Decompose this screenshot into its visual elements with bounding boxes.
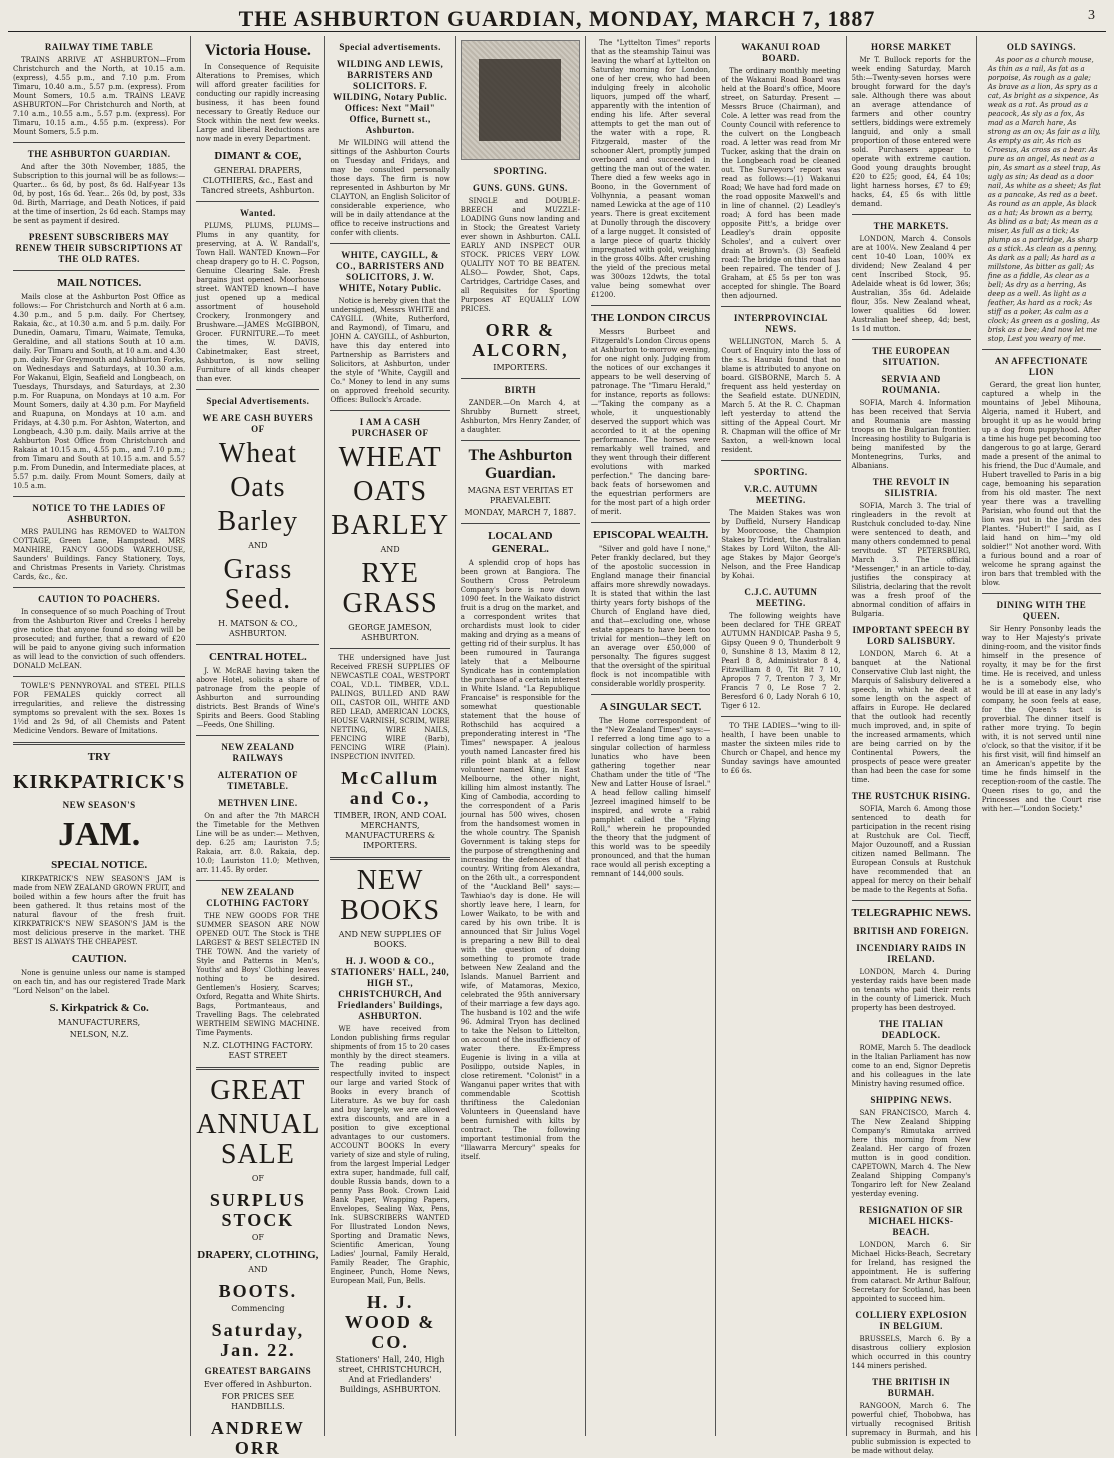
salisbury-text: LONDON, March 6. At a banquet at the National Conservative Club last night, the Marquis of Salisbury delivered a speech, in which he dealt at some length on the aspect of affairs in Europe. He declared that the outlook had recently much improved, and, in spite of the increased armaments, which are being carried on by the Continental Powers, the prospects of peace were greater than had been the case for some time. <box>851 650 971 784</box>
andrew-orr-heading: ANDREW ORR <box>210 1418 305 1458</box>
special-ads-heading: Special Advertisements. <box>206 396 310 406</box>
railway-heading: RAILWAY TIME TABLE <box>44 42 154 52</box>
subscribers-heading: PRESENT SUBSCRIBERS MAY RENEW THEIR SUBSCRIPTIONS AT THE OLD RATES. <box>15 232 183 264</box>
european-heading: THE EUROPEAN SITUATION. <box>872 346 951 367</box>
new-books-heading: NEW BOOKS <box>340 865 441 926</box>
guardian-heading: THE ASHBURTON GUARDIAN. <box>27 149 171 159</box>
local-general-heading: LOCAL AND GENERAL. <box>488 530 553 555</box>
mail-heading: MAIL NOTICES. <box>56 277 142 289</box>
italian-text: ROME, March 5. The deadlock in the Italian Parliament has now come to an end, Signor Depretis and his colleagues in the late Ministry having resumed office. <box>851 1044 971 1088</box>
cjc-text: The following weights have been declared for THE GREAT AUTUMN HANDICAP. Pasha 9 5, Gipsy Queen 9 0, Thunderbolt 9 0, Sunshine 8 13, Maxim 8 12, Pearl 8 8, Administrator 8 4, Fitzwilliam 8 0, Tit Bit 7 10, Apropos 7 7, Trenton 7 3, Mr Francis 7 0, Le Rose 7 2. Beresford 6 0, Lady Norah 6 10, Tiger 6 12. <box>721 612 841 710</box>
victoria-house-heading: Victoria House. <box>204 42 311 59</box>
cash-buyers-text: WE ARE CASH BUYERS OF <box>202 413 314 434</box>
colliery-text: BRUSSELS, March 6. By a disastrous colliery explosion which occurred in this country 144 miners perished. <box>851 1335 971 1370</box>
birth-heading: BIRTH <box>504 385 536 395</box>
of-text-2: OF <box>251 1233 264 1242</box>
special-notice-heading: SPECIAL NOTICE. <box>51 859 148 871</box>
markets-text: LONDON, March 4. Consols are at 100¼. New Zealand 4 per cent 10-40 Loan, 100¾ ex dividend; New Zealand 4 per cent Inscribed Stock, 95. Adelaide wheat is 6d lower, 36s; Australian, 35s 6d. Adelaide flour, 35s. New Zealand wheat, lower qualities 6d lower. Australian beef sheep, 4d; best, 1s 1d mutton. <box>851 235 971 333</box>
drapery-heading: DRAPERY, CLOTHING, <box>197 1249 319 1261</box>
wheat-heading: WHEAT <box>338 442 442 473</box>
column-4 <box>456 36 586 1436</box>
nz-railways-heading: NEW ZEALAND RAILWAYS <box>221 742 295 763</box>
special-ads-heading-3: Special advertisements. <box>339 42 441 52</box>
resignation-heading: RESIGNATION OF SIR MICHAEL HICKS-BEACH. <box>859 1205 964 1237</box>
poachers-text: In consequence of so much Poaching of Trout from the Ashburton River and Creeks I hereby give notice that anyone found so doing will be prosecuted; and further, that a reward of £20 will be paid to anyone giving such information as will lead to the conviction of such offenders. DONALD McLEAN. <box>13 608 186 670</box>
of-text: OF <box>251 1174 264 1183</box>
bargains-heading: GREATEST BARGAINS <box>204 1366 312 1376</box>
methven-text: On and after the 7th MARCH the Timetable for the Methven Line will be as under:— Methven, dep. 6.25 am; Lauriston 7.5; Rakaia, arr. 8.0. Rakaia, dep. 10.0; Lauriston 11.0; Methven, arr. 11.45. By order. <box>196 812 320 874</box>
incendiary-text: LONDON, March 4. During yesterday raids have been made on tenants who paid their rents in the county of Limerick. Much property has been destroyed. <box>851 968 971 1012</box>
masthead <box>0 6 1114 32</box>
wood-heading: H. J. WOOD & CO. <box>344 1292 436 1352</box>
oats-text: Oats <box>230 472 286 503</box>
wheat-text: Wheat <box>218 438 297 469</box>
offered-text: Ever offered in Ashburton. <box>203 1380 312 1389</box>
mail-text: Mails close at the Ashburton Post Office as follows:— For Christchurch and North at 6 a.m. 4.30 p.m., and 5 p.m. daily. For Chertsey, Rakaia, &c., at 10.30 a.m. and 5 p.m. daily. For Dunedin, Oamaru, Timaru, Waimate, Temuka, Geraldine, and all stations South at 10 a.m. daily. For Timaru and South, at 10 a.m. and 4.30 p.m. daily. For Greymouth and Ashburton Forks, on Wednesdays and Saturdays, at 10.30 a.m. For Wakanui, Elgin, Seafield and Longbeach, on Tuesdays, Thursdays, and Saturdays, at 2.30 p.m. For Ruapuna, on Mondays at 10 a.m. For Mount Somers, daily at 4.30 p.m. For Mayfield and Ruapuna, on Mondays at 10 a.m. and Fridays, at 4.30 p.m. For Ashton, Waterton, and Longbeach, 4.30 p.m. daily. Mails arrive at the Ashburton Post Office from Christchurch and Rakaia at 10.15 a.m., 4.55 p.m., and 7.10 p.m.; from Timaru and South at 10.15 a.m. and 5.57 p.m. From Dunedin, and Intermediate places, at 5.57 p.m. daily. From Mount Somers, daily at 10.5 a.m. <box>13 293 186 490</box>
wanted-text: PLUMS, PLUMS, PLUMS—Plums in any quantity, for preserving, at A. W. Randall's, Town Hall. WANTED Known—For cheap drapery go to H. C. Pogson, Genuine Clearing Sale. Fresh bargains just opened. Moorhouse street. WANTED known—I have just opened up a medical assortment of household Crockery, Ironmongery and Brushware.—JAMES McGIBBON, Grocer. FURNITURE.—To meet the times, W. DAVIS, Cabinetmaker, East street, Ashburton, is now selling Furniture of all kinds cheaper than ever. <box>196 222 320 383</box>
wakanui-heading: WAKANUI ROAD BOARD. <box>741 42 821 63</box>
rye-grass-heading: RYE GRASS <box>342 558 438 619</box>
wilding-note: Mr WILDING will attend the sittings of the Ashburton Courts on Tuesday and Fridays, and may be consulted personally those days. The firm is now represented in Ashburton by Mr CLAYTON, an English Solicitor of considerable experience, who will be in daily attendance at the office to receive instructions and confer with clients. <box>330 139 450 237</box>
lyttelton-text: The "Lyttelton Times" reports that as the steamship Tainui was leaving the wharf at Lyttelton on Saturday morning for London, one of her crew, who had been indulging freely in alcoholic liquors, jumped off the wharf, apparently with the intention of ending his life. After several attempts to get the man out of the water with a rope, R. Fitzgerald, master of the schooner Alert, promptly jumped overboard and succeeded in getting the man out of the water. There died a few weeks ago in Boono, in the Government of Volhynnia, a peasant woman named Lewicka at the age of 110 years. There is great excitement at Dunolly through the discovery of a large nugget. It consisted of a large piece of quartz thickly impregnated with gold, weighing in the gross 40lbs. After crushing the yield of the precious metal was 300ozs 12dwts, the total value being somewhat over £1200. <box>590 39 711 299</box>
caution-text: None is genuine unless our name is stamped on each tin, and has our registered Trade Mark "Lord Nelson" on the label. <box>13 969 186 995</box>
kirkpatrick-firm: S. Kirkpatrick & Co. <box>49 1002 149 1014</box>
queen-text: Sir Henry Ponsonby leads the way to Her Majesty's private dining-room, and the visitor finds himself in the presence of royalty, it may be for the first time. He is received, and unless he is a somebody else, who would be ill at ease in any lady's company, he soon feels at ease, for the Queen's tact is proverbial. The dinner itself is rather more trying. To begin with, it is not served until nine o'clock, so that the visitor, if it be his first visit, will find himself an an American's appetite by the time he finds himself in the reception-room of the castle. The Queen rises to go, and the Princesses and the Court rise with her.—"London Society." <box>981 625 1102 813</box>
railway-text: TRAINS ARRIVE AT ASHBURTON—From Christchurch and the North, at 10.15 a.m. (express), 4.55 p.m., and 7.10 p.m. From Timaru, 10.40 a.m., 5.57 p.m. (express). From Mount Somers, 10.5 a.m. TRAINS LEAVE ASHBURTON—For Christchurch and North, at 7.10 a.m., 10.55 a.m., 5.57 p.m. (express). For Timaru, 10.15 a.m., 4.55 p.m. (express). For Mount Somers, 5.5 p.m. <box>13 56 186 136</box>
jameson-text: GEORGE JAMESON, ASHBURTON. <box>348 623 432 642</box>
colliery-heading: COLLIERY EXPLOSION IN BELGIUM. <box>855 1310 967 1331</box>
try-text: TRY <box>87 751 111 763</box>
surplus-stock-heading: SURPLUS STOCK <box>209 1190 306 1230</box>
shipping-text: SAN FRANCISCO, March 4. The New Zealand Shipping Company's Rimutaka arrived here this morning from New Zealand. Her cargo of frozen mutton is in good condition. CAPETOWN, March 4. The New Zealand Shipping Company's Tongariro left for New Zealand yesterday evening. <box>851 1109 971 1198</box>
london-circus-heading: THE LONDON CIRCUS <box>591 312 711 324</box>
importers-text: IMPORTERS. <box>493 363 548 372</box>
cash-purchaser-text: I AM A CASH PURCHASER OF <box>351 417 429 438</box>
motto-text: MAGNA EST VERITAS ET PRAEVALEBIT. <box>467 486 574 505</box>
matson-text: H. MATSON & CO., ASHBURTON. <box>218 619 298 638</box>
nz-clothing-text: THE NEW GOODS FOR THE SUMMER SEASON ARE NOW OPENED OUT. The Stock is THE LARGEST & BEST SELECTED IN THE TOWN. And the variety of Style and Patterns in Men's, Youths' and Boys' Clothing leaves nothing to be desired. Gentlemen's Hosiery, Scarves; Oxford, Regatta and White Shirts. Bags, Portmanteaus, and Travelling Bags. The celebrated WERTHEIM SEWING MACHINE. Time Payments. <box>196 912 320 1037</box>
central-hotel-text: J. W. McRAE having taken the above Hotel, solicits a share of patronage from the people of Ashburton and surrounding districts. Best Brands of Wine's Spirits and Beers. Good Stabling—Feeds, One Shilling. <box>196 667 320 729</box>
telegraphic-heading: TELEGRAPHIC NEWS. <box>851 907 971 919</box>
victoria-house-text: In Consequence of Requisite Alterations to Premises, which will afford greater facilities for conducting our rapidly increasing business, it has been found necessary to Greatly Reduce our Stock within the next few weeks. Large and liberal Reductions are now made in every Department. <box>196 63 320 143</box>
salisbury-heading: IMPORTANT SPEECH BY LORD SALISBURY. <box>852 625 970 646</box>
interprovincial-heading: INTERPROVINCIAL NEWS. <box>733 313 828 334</box>
manufacturers-text: MANUFACTURERS, <box>58 1018 141 1027</box>
and-text: AND <box>248 541 268 550</box>
queen-heading: DINING WITH THE QUEEN. <box>996 600 1087 621</box>
local-general-text: A splendid crop of hops has been grown at Bangiora. The Southern Cross Petroleum Company's bore is now down 1090 feet. In the Waikato district fruit is a drug on the market, and a correspondent writes that orchardists must look to cider making and drying as a means of getting rid of their surplus. It has been rumoured in Tauranga lately that a Melbourne Syndicate has in contemplation the purchase of a certain interest in White Island. "La Republique Francaise" is responsible for the somewhat questionable statement that the house of Rothschild has acquired a preponderating interest in "The Times" newspaper. A jealous youth named Lancaster fired his rifle point blank at a fellow volunteer named King, in East Melbourne, the other night, killing him almost instantly. The King of Cambodia, according to the correspondent of a Paris journal has 500 wives, chosen from the handsomest women in the whole country. The Spanish Government is taking steps for the purpose of strengthening and increasing the defences of that country. Writing from Alexandra, on the 26th ult., a correspondent of the "Auckland Bell" says:—Tawhiao's day is done. He will shortly leave here, I learn, for Lower Waikato, to be with and cared by his own tribe. It is announced that Sir Julius Vogel is preparing a new Bill to deal with the question of doing something to promote trade between New Zealand and the Islands. Manuel Barrient and wife, of Matamoras, Mexico, celebrated the 95th anniversary of their marriage a few days ago. The husband is 102 and the wife 96. Admiral Tryon has declined to take the Nelson to Littelton, on account of the insufficiency of water there. Ex-Empress Eugenie is living in a villa at Posilippo, outside Naples, in close retirement. "Colonist" in a Wanganui paper writes that with commendable Scottish thriftiness the Caledonian Volunteers in Queensland have been furnished with kilts by contract. The following important testimonial from the "Illawarra Mercury" speaks for itself. <box>460 559 580 1161</box>
burmah-heading: THE BRITISH IN BURMAH. <box>872 1377 951 1398</box>
resignation-text: LONDON, March 6. Sir Michael Hicks-Beach, Secretary for Ireland, has resigned the appointment. He is suffering from cataract. Mr Arthur Balfour, Secretary for Scotland, has been appointed to succeed him. <box>851 1241 971 1303</box>
page-number: 3 <box>1088 8 1096 23</box>
caution-heading: CAUTION. <box>71 953 127 965</box>
and-text-3: AND <box>380 545 400 554</box>
lion-text: Gerard, the great lion hunter, captured a whelp in the mountains of Jebel Mihouna, Algeria, named it Hubert, and brought it up as he would bring up a dog from puppyhood. After a time his huge pet becoming too dangerous to go at large, Gerard made a present of the animal to his friend, the Duc d'Aumale, and Hubert travelled to Paris in a big cage, bemoaning his separation from his old master. The next year there was a travelling Parisian, who found out that the lion was put in the Jardin des Plantes. "Hubert!" I said, as I laid hand on him—"my old soldier!" Not another word. With a furious bound and a roar of welcome he sprang against the iron bars that trembled with the blow. <box>981 381 1102 587</box>
guns-heading: GUNS. GUNS. GUNS. <box>472 183 568 193</box>
prices-text: FOR PRICES SEE HANDBILLS. <box>221 1392 295 1411</box>
and-text-2: AND <box>248 1265 268 1274</box>
guardian-text: And after the 30th November, 1885, the Subscription to this journal will be as follows:— Quarter... 6s 6d, by post, 8s 6d. Half-year 13s 0d, by post, 16s 6d. Year... 26s 0d, by post, 33s 0d. Birth, Marriage, and Death Notices, if paid at the time of insertion, 2s 6d each. Stamps may be sent as payment if desired. <box>13 163 186 225</box>
new-books-sub: AND NEW SUPPLIES OF BOOKS. <box>338 930 442 949</box>
paper-nameplate: The Ashburton Guardian. <box>468 447 573 482</box>
fresh-supplies-text: THE undersigned have Just Received FRESH SUPPLIES OF NEWCASTLE COAL, WESTPORT COAL, V.D.L. TIMBER, V.D.L. PALINGS, BULLED AND RAW OIL, CASTOR OIL, WHITE AND RED LEAD, AMERICAN LOCKS, HOUSE VARNISH, SCRIM, WIRE NETTING, WIRE NAILS, FENCING WIRE (Barb), FENCING WIRE (Plain). INSPECTION INVITED. <box>330 654 450 761</box>
servia-text: SOFIA, March 4. Information has been received that Servia and Roumania are massing troops on the Bulgarian frontier. Increasing hostility to Bulgaria is being manifested by the Montenegrins, Turks, and Albanians. <box>851 399 971 470</box>
wilding-lewis-heading: WILDING AND LEWIS, BARRISTERS AND SOLICITORS. F. WILDING, Notary Public. Offices: Next "Mail" Office, Burnett st., Ashburton. <box>333 59 448 135</box>
grass-seed-text: Grass Seed. <box>223 554 293 615</box>
poachers-heading: CAUTION TO POACHERS. <box>38 594 161 604</box>
column-6 <box>716 36 846 1436</box>
mccallum-sub: TIMBER, IRON, AND COAL MERCHANTS, MANUFACTURERS & IMPORTERS. <box>333 811 447 850</box>
vrc-heading: V.R.C. AUTUMN MEETING. <box>743 484 818 505</box>
column-8 <box>977 36 1106 1436</box>
rustchuk-heading: THE RUSTCHUK RISING. <box>851 791 971 801</box>
italian-heading: THE ITALIAN DEADLOCK. <box>878 1019 944 1040</box>
sporting-heading: SPORTING. <box>493 166 548 176</box>
central-hotel-heading: CENTRAL HOTEL. <box>208 651 307 663</box>
sporting-engraving <box>461 40 580 160</box>
british-foreign-heading: BRITISH AND FOREIGN. <box>853 926 969 936</box>
vrc-text: The Maiden Stakes was won by Duffield, Nursery Handicap by Moorcoose, the Champion Stakes by Trident, the Australian Stakes by Lord Wilton, the All-age Stakes by Major George's Nelson, and the Free Handicap by Kohai. <box>721 509 841 580</box>
dimant-coe-sub: GENERAL DRAPERS, CLOTHIERS, &c., East and Tancred streets, Ashburton. <box>201 166 315 195</box>
great-heading: GREAT <box>210 1075 306 1106</box>
london-circus-text: Messrs Burbeet and Fitzgerald's London Circus opens at Ashburton to-morrow evening, for one night only. Judging from the notices of our exchanges it appears to be well deserving of patronage. The "Timaru Herald," for instance, reports as follows:—"Taking the company as a whole, it unquestionably deserved the support which was accorded to it at the opening performance. The horses were remarkably well trained, and they went through their different evolutions with marked perfection." The dancing bare-back feats of horsewomen and the equestrian performers are for the most part of a high order of merit. <box>590 328 711 516</box>
kirkpatrick-heading: KIRKPATRICK'S <box>13 771 186 793</box>
column-1 <box>8 36 191 1436</box>
column-2 <box>191 36 325 1458</box>
wanted-heading: Wanted. <box>239 208 276 218</box>
cjc-heading: C.J.C. AUTUMN MEETING. <box>744 587 818 608</box>
burmah-text: RANGOON, March 6. The powerful chief, Thobobwa, has virtually recognised British supremacy in Burmah, and his public submission is expected to be made without delay. <box>851 1402 971 1455</box>
episcopal-heading: EPISCOPAL WEALTH. <box>592 529 709 541</box>
servia-heading: SERVIA AND ROUMANIA. <box>881 374 941 395</box>
wood-text: WE have received from London publishing firms regular shipments of from 15 to 20 cases monthly by the direct steamers. The reading public are respectfully invited to inspect our large and varied Stock of Books in every branch of Literature. As we buy for cash and buy largely, we are allowed extra discounts, and are in a position to give exceptional advantages to our customers. ACCOUNT BOOKS In every variety of size and style of ruling, from the largest Imperial Ledger extra super, handmade, full calf, double Russia bands, down to a penny Pass Book. Crown Laid Bank Paper, Wrapping Papers, Envelopes, Sealing Wax, Pens, Ink. SUBSCRIBERS WANTED For Illustrated London News, Sporting and Dramatic News, Scientific American, Young Ladies' Journal, Family Herald, Family Reader, The Graphic, Engineer, Punch, Home News, European Mail, Fun, Bells. <box>330 1025 450 1285</box>
singular-sect-heading: A SINGULAR SECT. <box>599 701 702 713</box>
horse-market-text: Mr T. Bullock reports for the week ending Saturday, March 5th:—Twenty-seven horses were brought forward for the day's sale. Although there was about an average attendance of farmers and other country settlers, biddings were extremely languid, and only a small proportion of those entered were sold. Purchasers appear to operate with extreme caution. Good young draughts brought £20 to £25; good, £4, £4 10s; light harness horses, £7 to £9; hacks, £4, £5 6s with little demand. <box>851 56 971 208</box>
top-rule <box>8 31 1106 32</box>
episcopal-text: "Silver and gold have I none," Peter frankly declared, but they of the apostolic succession in England manage their financial affairs more shrewdly nowadays. It is stated that within the last thirty years forty bishops of the Church of England have died, and that—excluding one, whose estate appears to have been too trivial for mention—they left on an average over £50,000 of personalty. The figures suggest that the oversight of the spiritual flock is not incompatible with considerable worldly prosperity. <box>590 545 711 688</box>
rustchuk-text: SOFIA, March 6. Among those sentenced to death for participation in the recent rising at Rustchuk are Col. Tiecff, Major Ouzounoff, and a Russian citizen named Bellmann. The European Consuls at Rustchuk have recommended that an appeal for mercy on their behalf be made to the Regents at Sofia. <box>851 805 971 894</box>
issue-date: MONDAY, MARCH 7, 1887. <box>464 508 577 517</box>
column-3 <box>325 36 455 1436</box>
orr-alcorn-heading: ORR & ALCORN, <box>472 320 569 360</box>
nz-factory-text: N.Z. CLOTHING FACTORY. EAST STREET <box>202 1041 313 1060</box>
sporting-text: SINGLE and DOUBLE-BREECH and MUZZLE-LOADING Guns now landing and in Stock; the Greatest Variety ever shown in Ashburton. CALL EARLY AND INSPECT OUR STOCK. PRICES VERY LOW. QUALITY NOT TO BE BEATEN. ALSO— Powder, Shot, Caps, Cartridges, Cartridge Cases, and all Requisites for Sporting Purposes AT EQUALLY LOW PRICES. <box>460 197 580 313</box>
mccallum-heading: McCallum and Co., <box>341 768 440 808</box>
nz-clothing-heading: NEW ZEALAND CLOTHING FACTORY <box>206 887 310 908</box>
new-season-text: NEW SEASON'S <box>62 800 136 810</box>
jam-heading: JAM. <box>58 816 141 853</box>
incendiary-heading: INCENDIARY RAIDS IN IRELAND. <box>856 943 967 964</box>
dimant-coe-heading: DIMANT & COE, <box>214 150 302 162</box>
wakanui-text: The ordinary monthly meeting of the Wakanui Road Board was held at the Board's office, Moore street, on Saturday. Present — Messrs Bruce (Chairman), and Cole. A letter was read from the County Council with reference to the culvert on the Longbeach road. A letter was read from Mr Tucker, asking that the drain on the Longbeach road be cleaned out. The Surveyors' report was read as follows:—(1) Wakanui Road; We have had ford made on the road opposite Maxwell's and in line of channel. (2) Leadley's road; A ford has been made opposite Pitt's, a bridge over Leadley's drain opposite Scholes', and a culvert over drain at Brown's. (3) Seafield road: The bridge on this road has been repaired. The tender of J. Graham, at £5 5s per ton was accepted for shingle. The Board then adjourned. <box>721 67 841 300</box>
horse-market-heading: HORSE MARKET <box>871 42 952 52</box>
lion-heading: AN AFFECTIONATE LION <box>994 356 1088 377</box>
barley-heading: BARLEY <box>331 510 450 541</box>
interprovincial-text: WELLINGTON, March 5. A Court of Enquiry into the loss of the s.s. Hauraki found that no blame is attributed to anyone on board. GISBORNE, March 5. A frequent ass held yesterday on the Seafield estate. DUNEDIN, March 5. At the R. C. Chapman left yesterday to attend the sitting of the Appeal Court. Mr R. Chapman will the office of Mr Saxton, a well-known local resident. <box>721 338 841 454</box>
white-caygill-heading: WHITE, CAYGILL, & CO., BARRISTERS AND SOLICITORS, J. W. WHITE, Notary Public. <box>335 250 445 293</box>
annual-sale-heading: ANNUAL SALE <box>196 1109 321 1170</box>
wood-sub: Stationers' Hall, 240, High street, CHRISTCHURCH, And at Friedlanders' Buildings, ASHBURTON. <box>335 1355 445 1394</box>
singular-sect-text: The Home correspondent of the "New Zealand Times" says:—I referred a long time ago to a singular collection of harmless lunatics who have been gathering together near Chatham under the title of "The New and Latter House of Israel." A head fellow calling himself Jezreel imagined himself to be inspired, and wrote a rabid pamphlet called the "Flying Roll," wherein he propounded the theory that the judgment of this world was to be speedily pronounced, and that the human race would all perish excepting a remnant of 144,000 souls. <box>590 717 711 878</box>
methven-heading: METHVEN LINE. <box>218 798 298 808</box>
wood-address: H. J. WOOD & CO., STATIONERS' HALL, 240, HIGH ST., CHRISTCHURCH, And Friedlanders' Buildings, ASHBURTON. <box>330 956 450 1021</box>
shipping-heading: SHIPPING NEWS. <box>870 1095 952 1105</box>
old-sayings-text: As poor as a church mouse, As thin as a rail, As fat as a porpoise, As rough as a gale; As brave as a lion, As spry as a cat, As bright as a sixpence, As weak as a rat. As proud as a peacock, As sly as a fox, As mad as a March hare, As strong as an ox; As fair as a lily, As empty as air, As rich as Croesus, As cross as a bear. As pure as an angel, As neat as a pin, As smart as a steel trap, As ugly as sin; As dead as a door nail, As white as a sheet; As flat as a pancake, As red as a beet. As round as an apple, As black as a hat; As brown as a berry, As blind as a bat; As mean as a miser, As full as a tick; As plump as a partridge, As sharp as a stick. As clean as a penny, As dark as a pall; As hard as a millstone, As bitter as gall; As fine as a fiddle, As clear as a bell; As dry as a herring, As deep as a well. As light as a feather, As hard as a rock; As stiff as a poker, As calm as a clock; As green as a gosling, As brisk as a bee; And now let me stop, Lest you weary of me. <box>987 56 1101 343</box>
old-sayings-heading: OLD SAYINGS. <box>1006 42 1077 52</box>
pills-text: TOWLE'S PENNYROYAL and STEEL PILLS FOR FEMALES quickly correct all irregularities, and relieve the distressing symptoms so prevalent with the sex. Boxes 1s 1½d and 2s 9d, of all Chemists and Patent Medicine Vendors. Beware of Imitations. <box>13 682 186 735</box>
alteration-heading: ALTERATION OF TIMETABLE. <box>217 770 298 791</box>
markets-heading: THE MARKETS. <box>873 221 949 231</box>
newspaper-columns <box>8 36 1106 1458</box>
ladies-heading: NOTICE TO THE LADIES OF ASHBURTON. <box>32 503 166 524</box>
column-5 <box>586 36 716 1436</box>
boots-heading: BOOTS. <box>218 1281 298 1301</box>
ladies-ad-text: TO THE LADIES—"wing to ill-health, I have been unable to master the sixteen miles ride to Church or Chapel, and hence my Sunday savings have amounted to £6 6s. <box>721 722 841 775</box>
silistria-text: SOFIA, March 3. The trial of ringleaders in the revolt at Rustchuk concluded to-day. Nine were sentenced to death, and many others condemned to penal servitude. ST PETERSBURG, March 3. The official "Messenger," in an article to-day, justifies the conspiracy at Silistria, declaring that the revolt was a fresh proof of the abnormal condition of affairs in Bulgaria. <box>851 502 971 618</box>
oats-heading: OATS <box>353 476 428 507</box>
silistria-heading: THE REVOLT IN SILISTRIA. <box>872 477 950 498</box>
sporting-heading-6: SPORTING. <box>754 467 808 477</box>
column-7 <box>847 36 977 1455</box>
masthead-title: THE ASHBURTON GUARDIAN, MONDAY, MARCH 7, 1887 <box>238 6 876 31</box>
saturday-heading: Saturday, Jan. 22. <box>211 1320 305 1360</box>
nelson-text: NELSON, N.Z. <box>69 1030 129 1039</box>
commencing-text: Commencing <box>231 1304 285 1313</box>
birth-text: ZANDER.—On March 4, at Shrubby Burnett street, Ashburton, Mrs Henry Zander, of a daughter. <box>460 399 580 434</box>
white-caygill-note: Notice is hereby given that the undersigned, Messrs WHITE and CAYGILL (White, Rutherford, and Raymond), of Timaru, and JOHN A. CAYGILL, of Ashburton, have this day entered into Partnership as Barristers and Solicitors, at Ashburton, under the style of "White, Caygill and Co." Money to lend in any sums on approved freehold security. Offices: Bullock's Arcade. <box>330 297 450 404</box>
special-notice-text: KIRKPATRICK'S NEW SEASON'S JAM is made from NEW ZEALAND GROWN FRUIT, and boiled within a few hours after the fruit has been gathered. It thus retains most of the natural flavour of the fresh fruit. KIRKPATRICK'S NEW SEASON'S JAM is the most delicious preserve in the market. THE BEST IS ALWAYS THE CHEAPEST. <box>13 875 186 946</box>
ladies-text: MRS PAULING has REMOVED to WALTON COTTAGE, Green Lane, Hampstead. MRS MANHIRE, FANCY GOODS WAREHOUSE, Saunders' Buildings. Fancy Stationery, Toys, and Christmas Presents in Variety. Christmas Cards, &c., &c. <box>13 528 186 581</box>
barley-text: Barley <box>217 506 299 537</box>
